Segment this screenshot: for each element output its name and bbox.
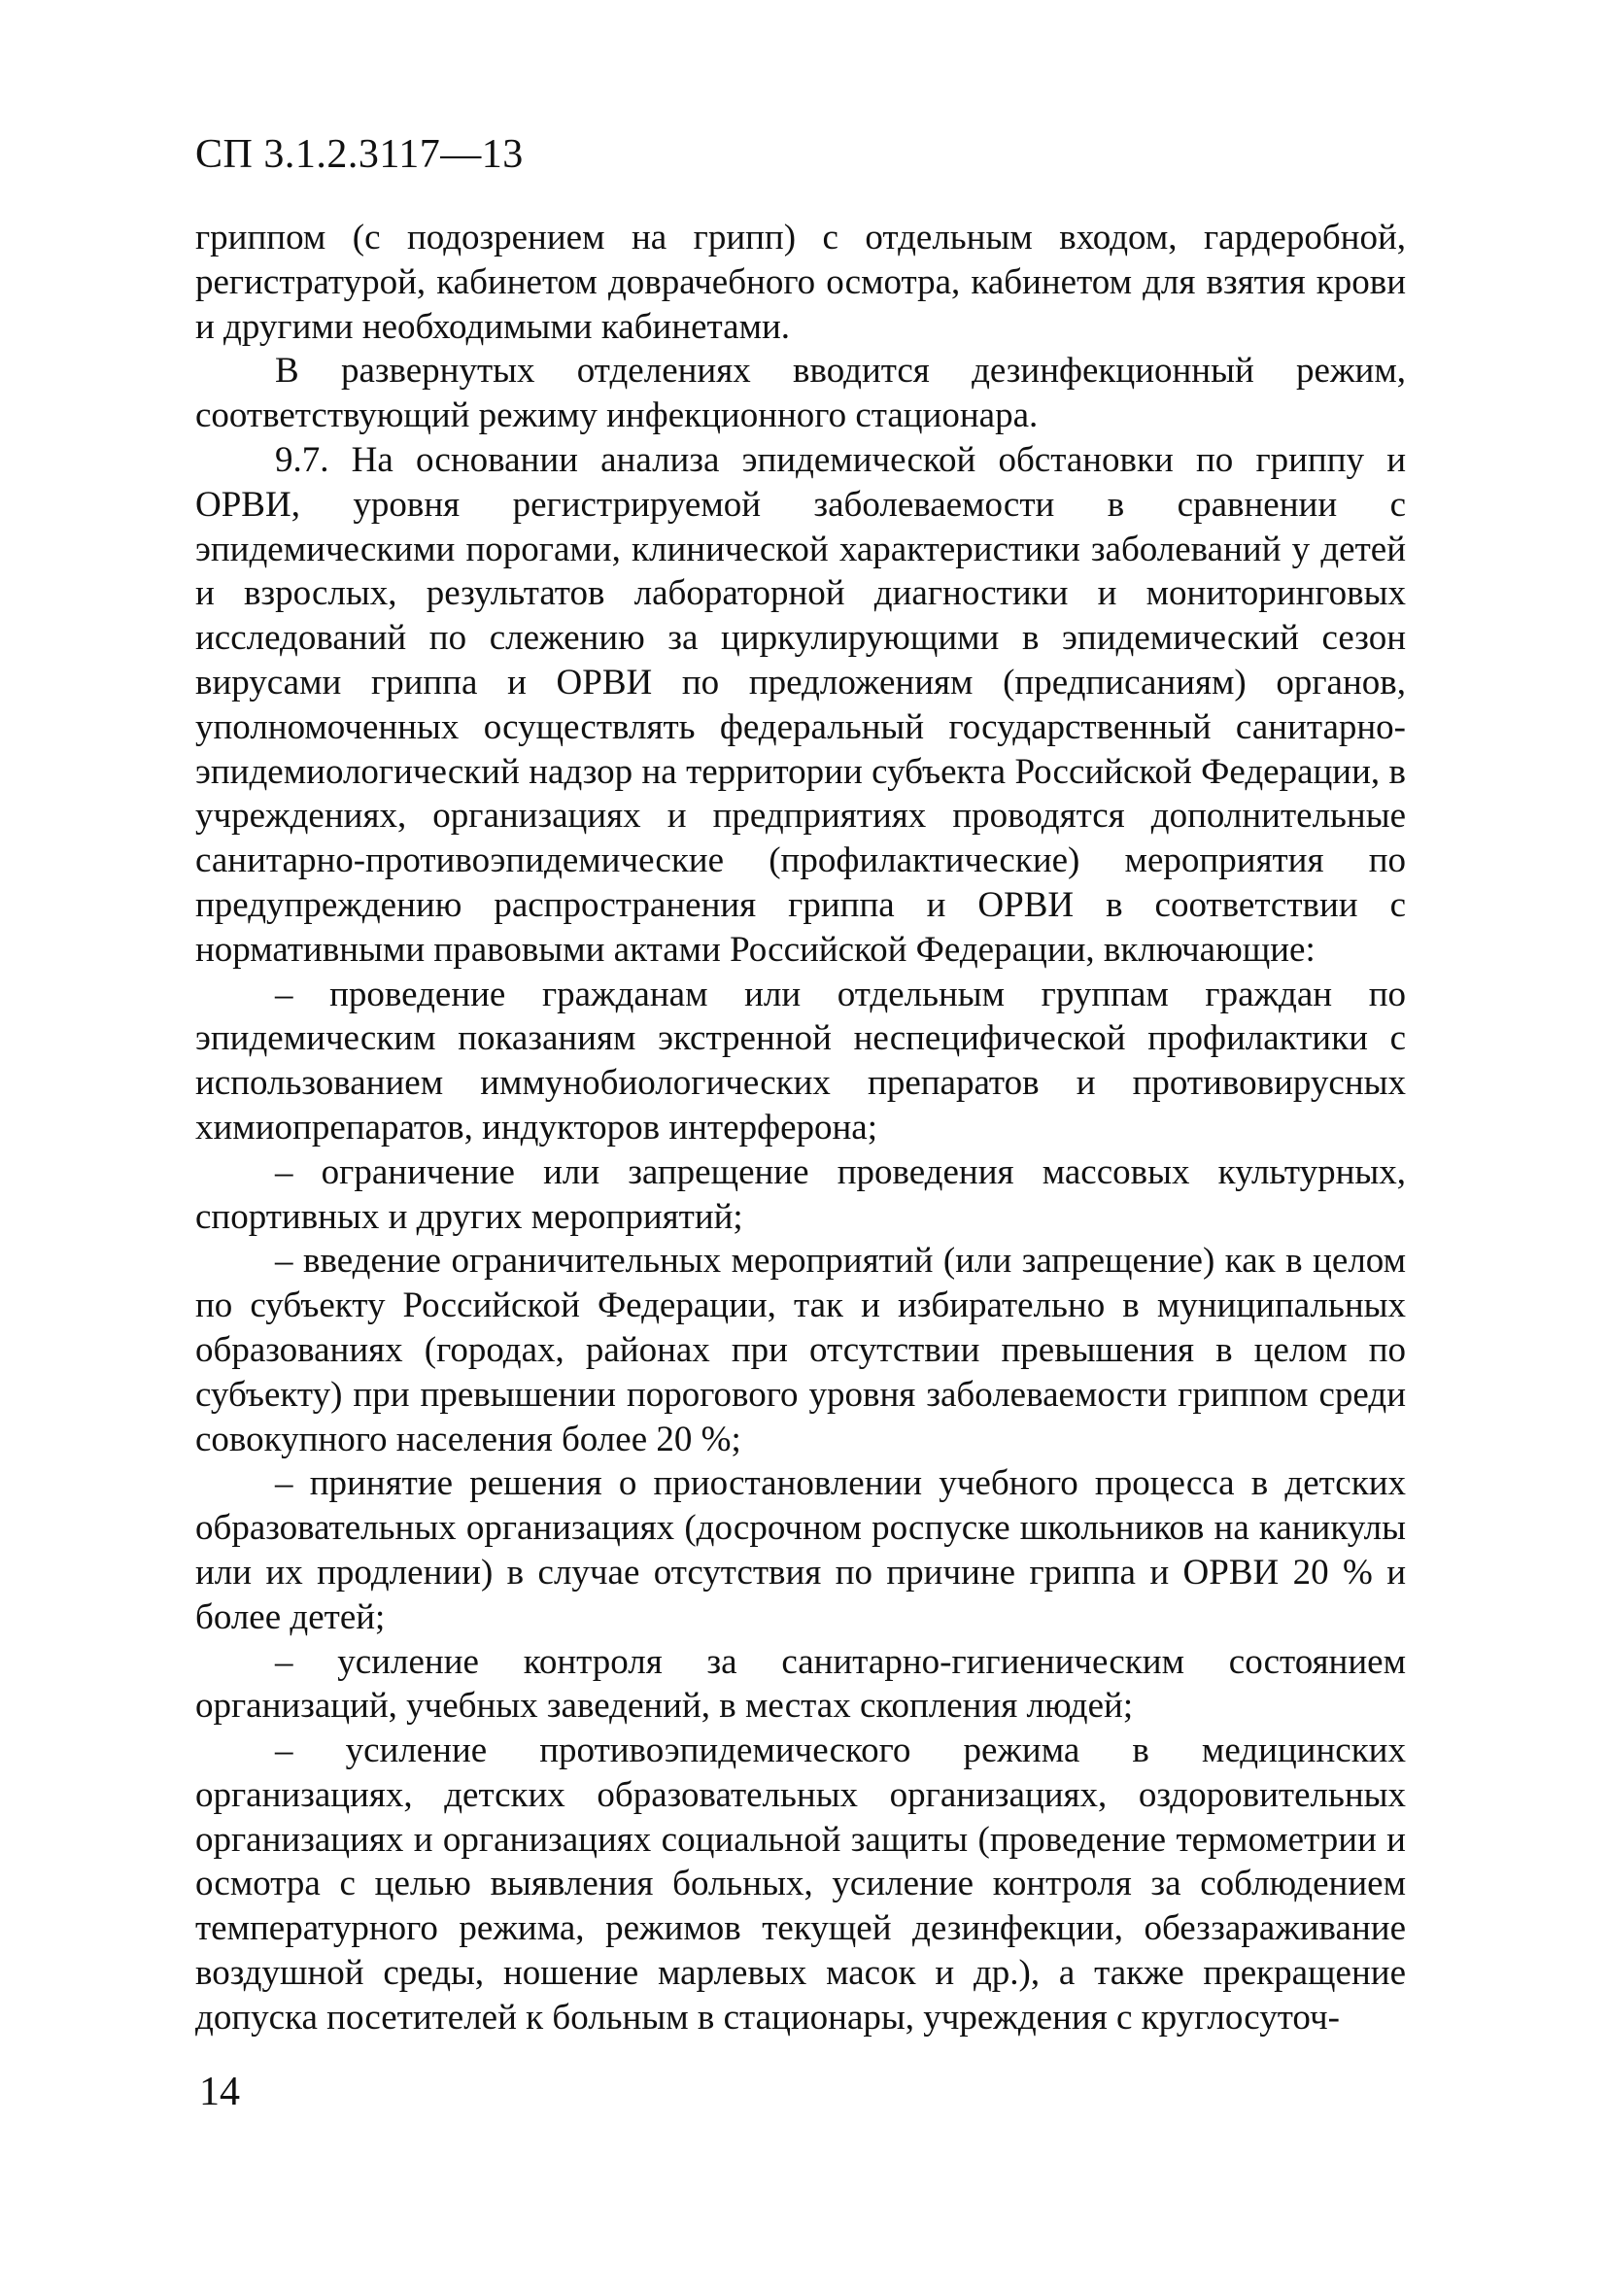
document-code-header: СП 3.1.2.3117—13: [195, 132, 524, 177]
list-item-restrictive-measures: – введение ограничительных мероприятий (или запрещение) как в целом по субъекту Российской Федерации, так и избирательно в муниципальных образованиях (городах, районах при отсутствии превышения в целом по субъекту) при превышении порогового уровня заболеваемости гриппом среди совокупного населения более 20 %;: [195, 1241, 1406, 1459]
list-item-sanitary-control: – усиление контроля за санитарно-гигиеническим состоянием организаций, учебных заведений, в местах скопления людей;: [195, 1641, 1406, 1727]
list-item-mass-events: – ограничение или запрещение проведения массовых культурных, спортивных и других мероприятий;: [195, 1151, 1406, 1237]
list-item-school-suspension: – принятие решения о приостановлении учебного процесса в детских образовательных организациях (досрочном роспуске школьников на каникулы или их продлении) в случае отсутствия по причине гриппа и ОРВИ 20 % и более детей;: [195, 1463, 1406, 1637]
paragraph-disinfection-regime: В развернутых отделениях вводится дезинфекционный режим, соответствующий режиму инфекционного стационара.: [195, 351, 1406, 436]
list-item-prophylaxis: – проведение гражданам или отдельным группам граждан по эпидемическим показаниям экстренной неспецифической профилактики с использованием иммунобиологических препаратов и противовирусных химиопрепаратов, индукторов интерферона;: [195, 974, 1406, 1148]
list-item-antiepidemic-regime: – усиление противоэпидемического режима в медицинских организациях, детских образовательных организациях, оздоровительных организациях и организациях социальной защиты (проведение термометрии и осмотра с целью выявления больных, усиление контроля за соблюдением температурного режима, режимов текущей дезинфекции, обеззараживание воздушной среды, ношение марлевых масок и др.), а также прекращение допуска посетителей к больным в стационары, учреждения с круглосуточ-: [195, 1731, 1406, 2038]
page-number: 14: [199, 2070, 240, 2114]
paragraph-continuation: гриппом (с подозрением на грипп) с отдельным входом, гардеробной, регистратурой, кабинетом доврачебного осмотра, кабинетом для взятия крови и другими необходимыми кабинетами.: [195, 218, 1406, 347]
document-body: [195, 216, 1406, 2040]
paragraph-section-9-7: 9.7. На основании анализа эпидемической обстановки по гриппу и ОРВИ, уровня регистрируемой заболеваемости в сравнении с эпидемическими порогами, клинической характеристики заболеваний у детей и взрослых, результатов лабораторной диагностики и мониторинговых исследований по слежению за циркулирующими в эпидемический сезон вирусами гриппа и ОРВИ по предложениям (предписаниям) органов, уполномоченных осуществлять федеральный государственный санитарно-эпидемиологический надзор на территории субъекта Российской Федерации, в учреждениях, организациях и предприятиях проводятся дополнительные санитарно-противоэпидемические (профилактические) мероприятия по предупреждению распространения гриппа и ОРВИ в соответствии с нормативными правовыми актами Российской Федерации, включающие:: [195, 439, 1406, 970]
